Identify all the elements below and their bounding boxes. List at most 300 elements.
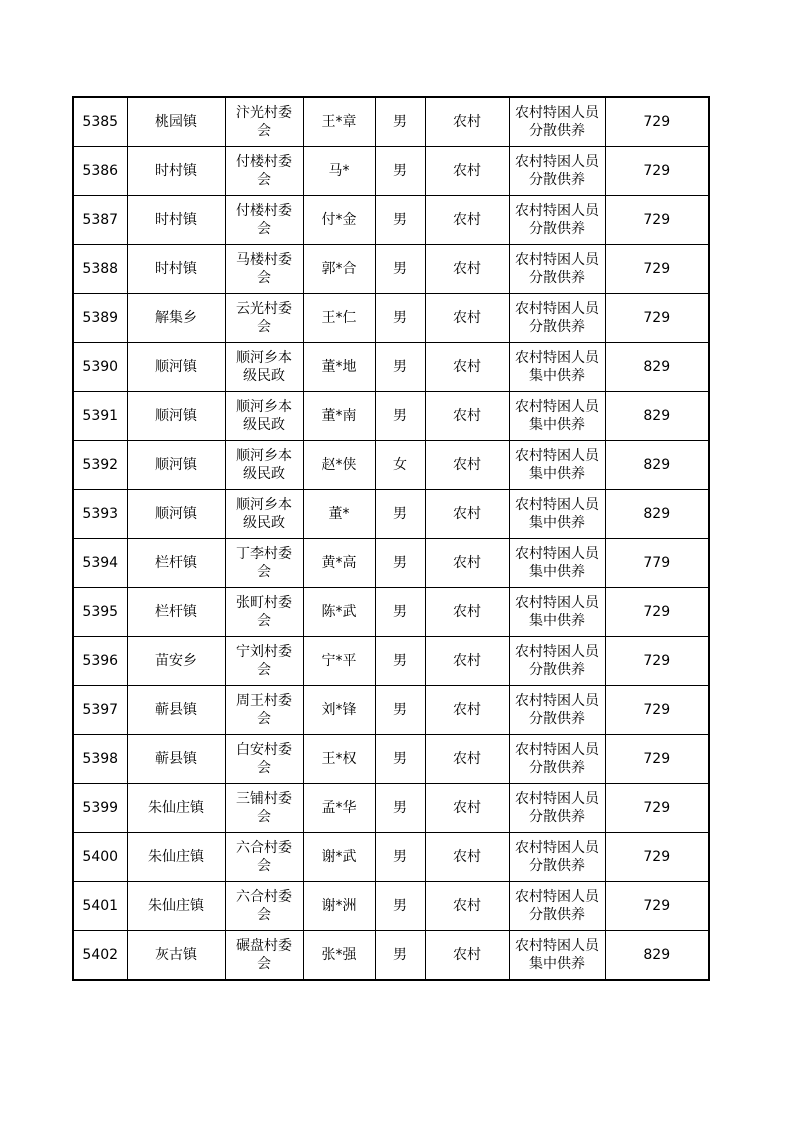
person-name-text: 王*仁: [321, 310, 357, 326]
town-cell: [127, 539, 225, 588]
person-name-cell: [303, 686, 375, 735]
amount-cell: [605, 833, 709, 882]
record-number-text: 5392: [82, 457, 119, 473]
record-number-text: 5396: [82, 653, 119, 669]
town-cell: [127, 784, 225, 833]
table-row: [73, 539, 709, 588]
village-committee-text: 付楼村委会: [236, 154, 292, 188]
gender-text: 男: [393, 751, 407, 767]
area-type-cell: [425, 97, 509, 147]
support-category-cell: [509, 588, 605, 637]
record-number-cell: [73, 784, 127, 833]
gender-text: 男: [393, 702, 407, 718]
village-committee-text: 宁刘村委会: [236, 644, 292, 678]
village-committee-cell: [225, 294, 303, 343]
amount-cell: [605, 490, 709, 539]
amount-text: 729: [643, 653, 671, 669]
record-number-cell: [73, 686, 127, 735]
record-number-cell: [73, 539, 127, 588]
area-type-text: 农村: [453, 310, 481, 326]
person-name-cell: [303, 392, 375, 441]
support-category-text: 农村特困人员分散供养: [515, 693, 599, 727]
area-type-cell: [425, 539, 509, 588]
gender-cell: [375, 490, 425, 539]
person-name-cell: [303, 441, 375, 490]
person-name-text: 郭*合: [321, 261, 357, 277]
record-number-text: 5387: [82, 212, 119, 228]
amount-cell: [605, 97, 709, 147]
support-category-text: 农村特困人员分散供养: [515, 154, 599, 188]
village-committee-cell: [225, 147, 303, 196]
area-type-cell: [425, 735, 509, 784]
area-type-text: 农村: [453, 114, 481, 130]
amount-cell: [605, 588, 709, 637]
support-category-text: 农村特困人员分散供养: [515, 742, 599, 776]
support-category-cell: [509, 686, 605, 735]
person-name-cell: [303, 147, 375, 196]
record-number-cell: [73, 931, 127, 981]
town-text: 栏杆镇: [155, 555, 197, 571]
amount-text: 729: [643, 604, 671, 620]
record-number-cell: [73, 441, 127, 490]
amount-text: 729: [643, 849, 671, 865]
amount-text: 829: [643, 947, 671, 963]
support-category-text: 农村特困人员集中供养: [515, 448, 599, 482]
support-category-cell: [509, 97, 605, 147]
area-type-cell: [425, 490, 509, 539]
amount-cell: [605, 735, 709, 784]
village-committee-text: 白安村委会: [236, 742, 292, 776]
gender-text: 男: [393, 947, 407, 963]
area-type-cell: [425, 441, 509, 490]
town-text: 时村镇: [155, 261, 197, 277]
support-category-cell: [509, 294, 605, 343]
gender-cell: [375, 833, 425, 882]
person-name-cell: [303, 784, 375, 833]
gender-text: 男: [393, 604, 407, 620]
person-name-cell: [303, 97, 375, 147]
record-number-text: 5389: [82, 310, 119, 326]
town-text: 时村镇: [155, 163, 197, 179]
town-cell: [127, 490, 225, 539]
person-name-text: 刘*锋: [321, 702, 357, 718]
amount-text: 729: [643, 163, 671, 179]
gender-cell: [375, 539, 425, 588]
gender-cell: [375, 196, 425, 245]
table-row: [73, 294, 709, 343]
record-number-text: 5401: [82, 898, 119, 914]
village-committee-cell: [225, 539, 303, 588]
table-row: [73, 441, 709, 490]
amount-cell: [605, 784, 709, 833]
gender-cell: [375, 735, 425, 784]
village-committee-text: 汴光村委会: [236, 105, 292, 139]
amount-cell: [605, 686, 709, 735]
amount-text: 729: [643, 898, 671, 914]
town-text: 朱仙庄镇: [148, 849, 204, 865]
support-category-text: 农村特困人员集中供养: [515, 399, 599, 433]
record-number-text: 5398: [82, 751, 119, 767]
village-committee-cell: [225, 490, 303, 539]
record-number-text: 5390: [82, 359, 119, 375]
record-number-text: 5402: [82, 947, 119, 963]
record-number-cell: [73, 343, 127, 392]
support-category-cell: [509, 245, 605, 294]
area-type-text: 农村: [453, 800, 481, 816]
area-type-cell: [425, 245, 509, 294]
gender-text: 女: [393, 457, 407, 473]
area-type-cell: [425, 931, 509, 981]
village-committee-text: 六合村委会: [236, 889, 292, 923]
person-name-text: 董*南: [321, 408, 357, 424]
amount-text: 829: [643, 506, 671, 522]
gender-cell: [375, 686, 425, 735]
area-type-cell: [425, 196, 509, 245]
amount-cell: [605, 245, 709, 294]
gender-cell: [375, 245, 425, 294]
table-row: [73, 784, 709, 833]
person-name-text: 黄*高: [321, 555, 357, 571]
town-text: 朱仙庄镇: [148, 800, 204, 816]
amount-text: 729: [643, 212, 671, 228]
area-type-cell: [425, 294, 509, 343]
gender-cell: [375, 588, 425, 637]
town-text: 蕲县镇: [155, 751, 197, 767]
amount-cell: [605, 637, 709, 686]
gender-text: 男: [393, 359, 407, 375]
support-category-cell: [509, 441, 605, 490]
support-category-text: 农村特困人员集中供养: [515, 350, 599, 384]
record-number-text: 5395: [82, 604, 119, 620]
record-number-cell: [73, 833, 127, 882]
gender-cell: [375, 882, 425, 931]
area-type-text: 农村: [453, 163, 481, 179]
town-text: 桃园镇: [155, 114, 197, 130]
person-name-text: 马*: [328, 163, 350, 179]
support-category-text: 农村特困人员集中供养: [515, 938, 599, 972]
support-category-text: 农村特困人员分散供养: [515, 791, 599, 825]
person-name-cell: [303, 245, 375, 294]
amount-cell: [605, 196, 709, 245]
village-committee-text: 顺河乡本级民政: [236, 350, 292, 384]
gender-cell: [375, 343, 425, 392]
person-name-text: 孟*华: [321, 800, 357, 816]
support-category-text: 农村特困人员集中供养: [515, 546, 599, 580]
support-category-text: 农村特困人员集中供养: [515, 595, 599, 629]
town-cell: [127, 931, 225, 981]
person-name-text: 董*地: [321, 359, 357, 375]
area-type-cell: [425, 784, 509, 833]
record-number-text: 5393: [82, 506, 119, 522]
village-committee-cell: [225, 735, 303, 784]
person-name-cell: [303, 588, 375, 637]
table-row: [73, 735, 709, 784]
village-committee-cell: [225, 97, 303, 147]
town-cell: [127, 441, 225, 490]
person-name-text: 张*强: [321, 947, 357, 963]
gender-text: 男: [393, 555, 407, 571]
support-category-text: 农村特困人员分散供养: [515, 301, 599, 335]
table-row: [73, 686, 709, 735]
gender-text: 男: [393, 261, 407, 277]
village-committee-cell: [225, 196, 303, 245]
table-row: [73, 490, 709, 539]
record-number-text: 5386: [82, 163, 119, 179]
person-name-text: 宁*平: [321, 653, 357, 669]
record-number-cell: [73, 490, 127, 539]
gender-text: 男: [393, 653, 407, 669]
support-category-cell: [509, 147, 605, 196]
amount-text: 829: [643, 408, 671, 424]
support-category-cell: [509, 784, 605, 833]
amount-text: 729: [643, 702, 671, 718]
area-type-text: 农村: [453, 604, 481, 620]
support-category-cell: [509, 637, 605, 686]
support-category-text: 农村特困人员分散供养: [515, 840, 599, 874]
area-type-text: 农村: [453, 653, 481, 669]
village-committee-cell: [225, 833, 303, 882]
amount-cell: [605, 539, 709, 588]
support-category-cell: [509, 882, 605, 931]
support-category-cell: [509, 735, 605, 784]
town-cell: [127, 392, 225, 441]
area-type-text: 农村: [453, 261, 481, 277]
town-cell: [127, 588, 225, 637]
record-number-cell: [73, 637, 127, 686]
table-row: [73, 196, 709, 245]
table-row: [73, 97, 709, 147]
town-cell: [127, 686, 225, 735]
support-category-cell: [509, 196, 605, 245]
person-name-text: 赵*侠: [321, 457, 357, 473]
person-name-cell: [303, 196, 375, 245]
town-text: 顺河镇: [155, 359, 197, 375]
person-name-text: 王*章: [321, 114, 357, 130]
amount-cell: [605, 147, 709, 196]
amount-cell: [605, 882, 709, 931]
person-name-text: 付*金: [321, 212, 357, 228]
person-name-text: 王*权: [321, 751, 357, 767]
gender-text: 男: [393, 506, 407, 522]
village-committee-text: 三铺村委会: [236, 791, 292, 825]
town-text: 顺河镇: [155, 506, 197, 522]
area-type-cell: [425, 882, 509, 931]
village-committee-cell: [225, 343, 303, 392]
town-cell: [127, 97, 225, 147]
amount-text: 729: [643, 800, 671, 816]
gender-text: 男: [393, 212, 407, 228]
gender-text: 男: [393, 849, 407, 865]
village-committee-text: 张町村委会: [236, 595, 292, 629]
support-category-text: 农村特困人员分散供养: [515, 252, 599, 286]
person-name-cell: [303, 931, 375, 981]
record-number-text: 5394: [82, 555, 119, 571]
record-number-text: 5397: [82, 702, 119, 718]
area-type-text: 农村: [453, 457, 481, 473]
record-number-cell: [73, 588, 127, 637]
record-number-cell: [73, 735, 127, 784]
town-text: 顺河镇: [155, 408, 197, 424]
person-name-text: 谢*武: [321, 849, 357, 865]
gender-cell: [375, 97, 425, 147]
amount-text: 829: [643, 359, 671, 375]
table-row: [73, 245, 709, 294]
support-category-text: 农村特困人员分散供养: [515, 203, 599, 237]
village-committee-text: 马楼村委会: [236, 252, 292, 286]
village-committee-text: 付楼村委会: [236, 203, 292, 237]
town-cell: [127, 882, 225, 931]
village-committee-text: 顺河乡本级民政: [236, 448, 292, 482]
town-cell: [127, 833, 225, 882]
assistance-roster-table: [72, 96, 710, 981]
gender-text: 男: [393, 114, 407, 130]
support-category-text: 农村特困人员分散供养: [515, 889, 599, 923]
record-number-text: 5388: [82, 261, 119, 277]
village-committee-text: 丁李村委会: [236, 546, 292, 580]
record-number-text: 5399: [82, 800, 119, 816]
person-name-cell: [303, 637, 375, 686]
person-name-text: 谢*洲: [321, 898, 357, 914]
record-number-cell: [73, 245, 127, 294]
village-committee-cell: [225, 931, 303, 981]
person-name-cell: [303, 539, 375, 588]
area-type-text: 农村: [453, 408, 481, 424]
gender-cell: [375, 147, 425, 196]
village-committee-text: 顺河乡本级民政: [236, 399, 292, 433]
support-category-text: 农村特困人员分散供养: [515, 105, 599, 139]
area-type-text: 农村: [453, 947, 481, 963]
gender-text: 男: [393, 163, 407, 179]
person-name-text: 董*: [328, 506, 350, 522]
table-row: [73, 882, 709, 931]
area-type-text: 农村: [453, 555, 481, 571]
record-number-text: 5391: [82, 408, 119, 424]
village-committee-cell: [225, 637, 303, 686]
area-type-text: 农村: [453, 212, 481, 228]
area-type-text: 农村: [453, 702, 481, 718]
amount-cell: [605, 441, 709, 490]
amount-cell: [605, 294, 709, 343]
amount-cell: [605, 343, 709, 392]
person-name-cell: [303, 833, 375, 882]
support-category-text: 农村特困人员分散供养: [515, 644, 599, 678]
record-number-cell: [73, 392, 127, 441]
support-category-cell: [509, 931, 605, 981]
person-name-cell: [303, 735, 375, 784]
village-committee-cell: [225, 882, 303, 931]
village-committee-text: 碾盘村委会: [236, 938, 292, 972]
amount-text: 729: [643, 114, 671, 130]
record-number-cell: [73, 97, 127, 147]
town-cell: [127, 735, 225, 784]
village-committee-cell: [225, 784, 303, 833]
record-number-cell: [73, 196, 127, 245]
person-name-cell: [303, 490, 375, 539]
area-type-text: 农村: [453, 849, 481, 865]
area-type-cell: [425, 147, 509, 196]
support-category-cell: [509, 490, 605, 539]
town-text: 顺河镇: [155, 457, 197, 473]
table-row: [73, 343, 709, 392]
area-type-cell: [425, 343, 509, 392]
gender-cell: [375, 637, 425, 686]
village-committee-cell: [225, 441, 303, 490]
amount-text: 779: [643, 555, 671, 571]
table-row: [73, 833, 709, 882]
table-row: [73, 392, 709, 441]
amount-cell: [605, 392, 709, 441]
table-row: [73, 147, 709, 196]
person-name-text: 陈*武: [321, 604, 357, 620]
record-number-cell: [73, 882, 127, 931]
record-number-text: 5385: [82, 114, 119, 130]
amount-cell: [605, 931, 709, 981]
record-number-text: 5400: [82, 849, 119, 865]
area-type-text: 农村: [453, 359, 481, 375]
area-type-text: 农村: [453, 898, 481, 914]
area-type-text: 农村: [453, 506, 481, 522]
village-committee-cell: [225, 392, 303, 441]
record-number-cell: [73, 294, 127, 343]
village-committee-cell: [225, 588, 303, 637]
amount-text: 829: [643, 457, 671, 473]
record-number-cell: [73, 147, 127, 196]
gender-cell: [375, 784, 425, 833]
town-text: 解集乡: [155, 310, 197, 326]
village-committee-cell: [225, 245, 303, 294]
gender-cell: [375, 294, 425, 343]
village-committee-text: 周王村委会: [236, 693, 292, 727]
town-text: 时村镇: [155, 212, 197, 228]
town-cell: [127, 637, 225, 686]
gender-cell: [375, 392, 425, 441]
area-type-cell: [425, 637, 509, 686]
area-type-cell: [425, 833, 509, 882]
town-text: 苗安乡: [155, 653, 197, 669]
person-name-cell: [303, 882, 375, 931]
village-committee-text: 顺河乡本级民政: [236, 497, 292, 531]
support-category-cell: [509, 392, 605, 441]
support-category-cell: [509, 833, 605, 882]
amount-text: 729: [643, 310, 671, 326]
person-name-cell: [303, 343, 375, 392]
area-type-cell: [425, 392, 509, 441]
gender-text: 男: [393, 800, 407, 816]
person-name-cell: [303, 294, 375, 343]
table-row: [73, 637, 709, 686]
gender-cell: [375, 931, 425, 981]
roster-body: [73, 97, 709, 980]
area-type-cell: [425, 588, 509, 637]
support-category-cell: [509, 539, 605, 588]
area-type-text: 农村: [453, 751, 481, 767]
gender-text: 男: [393, 898, 407, 914]
village-committee-text: 六合村委会: [236, 840, 292, 874]
gender-text: 男: [393, 408, 407, 424]
town-cell: [127, 294, 225, 343]
town-cell: [127, 196, 225, 245]
gender-text: 男: [393, 310, 407, 326]
town-text: 蕲县镇: [155, 702, 197, 718]
table-row: [73, 588, 709, 637]
town-cell: [127, 147, 225, 196]
support-category-text: 农村特困人员集中供养: [515, 497, 599, 531]
village-committee-cell: [225, 686, 303, 735]
support-category-cell: [509, 343, 605, 392]
town-text: 灰古镇: [155, 947, 197, 963]
town-text: 栏杆镇: [155, 604, 197, 620]
amount-text: 729: [643, 261, 671, 277]
